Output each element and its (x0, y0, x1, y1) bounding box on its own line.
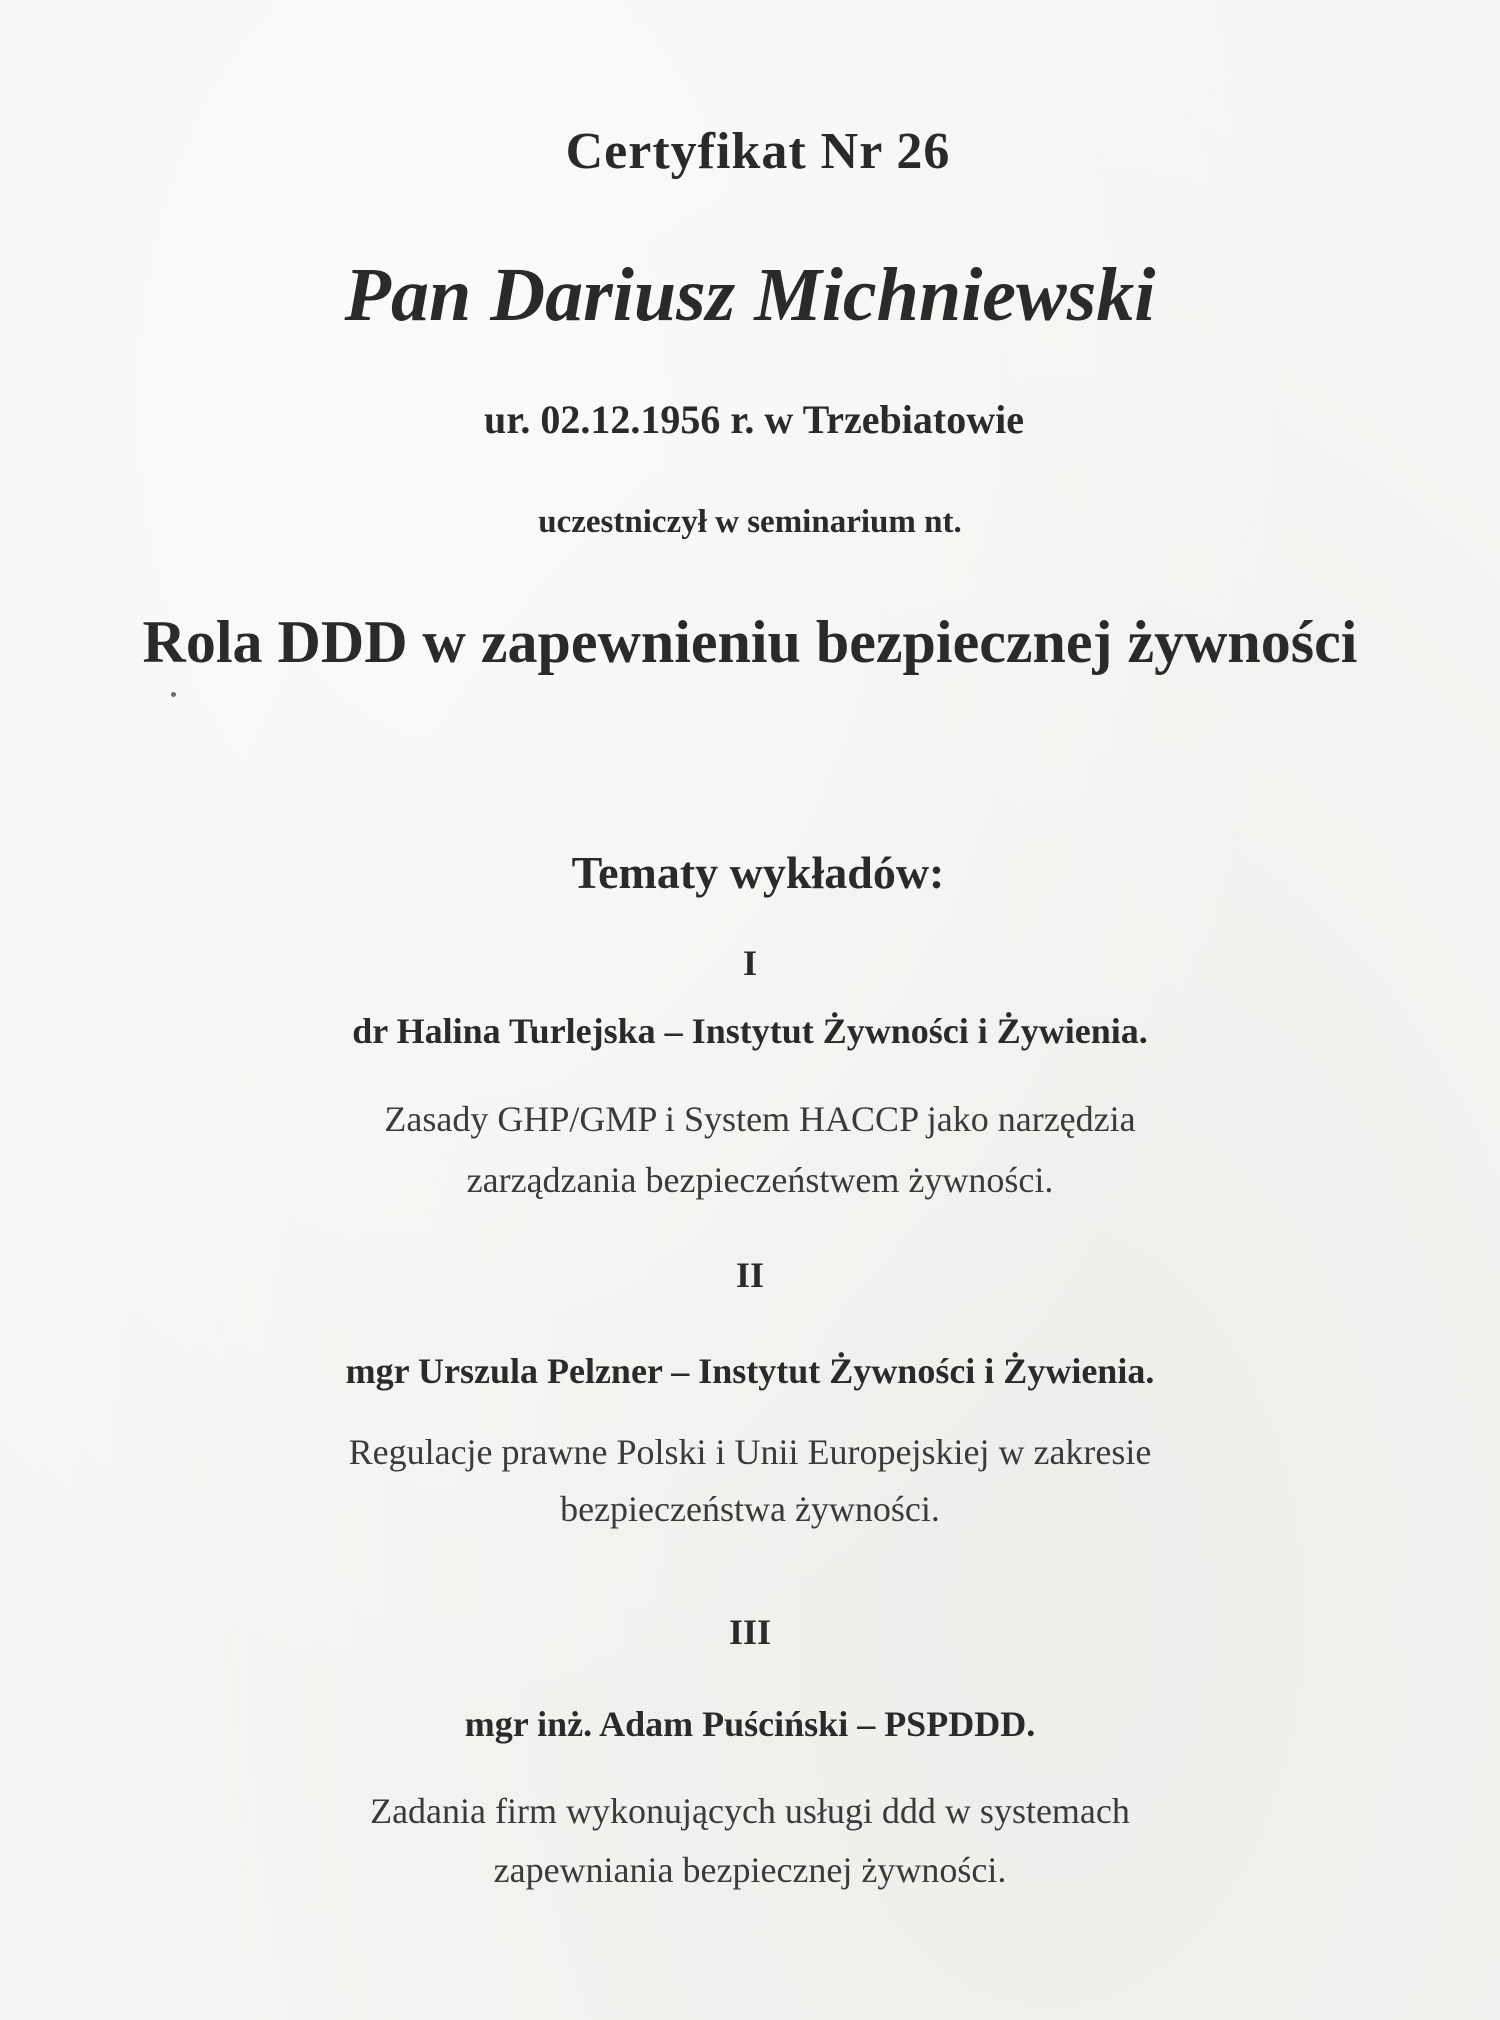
lecture-numeral: III (728, 1612, 772, 1652)
scan-speck (171, 692, 176, 697)
birth-info: ur. 02.12.1956 r. w Trzebiatowie (484, 397, 1024, 442)
lecture-topic-line: bezpieczeństwa żywności. (560, 1489, 940, 1529)
lecture-numeral: I (742, 943, 757, 983)
certificate-title: Certyfikat Nr 26 (565, 123, 951, 180)
lecture-topic-line: Zasady GHP/GMP i System HACCP jako narzędzia (384, 1099, 1136, 1139)
lecture-topic-line: Regulacje prawne Polski i Unii Europejskiej w zakresie (348, 1432, 1152, 1472)
seminar-title: Rola DDD w zapewnieniu bezpiecznej żywności (142, 609, 1358, 675)
lecturer-name: mgr inż. Adam Puściński – PSPDDD. (464, 1704, 1036, 1744)
lecture-topic-line: zarządzania bezpieczeństwem żywności. (466, 1160, 1054, 1200)
participation-statement: uczestniczył w seminarium nt. (538, 504, 962, 540)
recipient-name: Pan Dariusz Michniewski (344, 253, 1156, 337)
lecturer-name: mgr Urszula Pelzner – Instytut Żywności i Żywienia. (345, 1351, 1155, 1391)
lecture-numeral: II (735, 1255, 765, 1295)
topics-heading: Tematy wykładów: (571, 847, 945, 898)
lecturer-name: dr Halina Turlejska – Instytut Żywności i Żywienia. (352, 1011, 1148, 1051)
lecture-topic-line: zapewniania bezpiecznej żywności. (493, 1850, 1007, 1890)
lecture-topic-line: Zadania firm wykonujących usługi ddd w systemach (370, 1791, 1130, 1831)
